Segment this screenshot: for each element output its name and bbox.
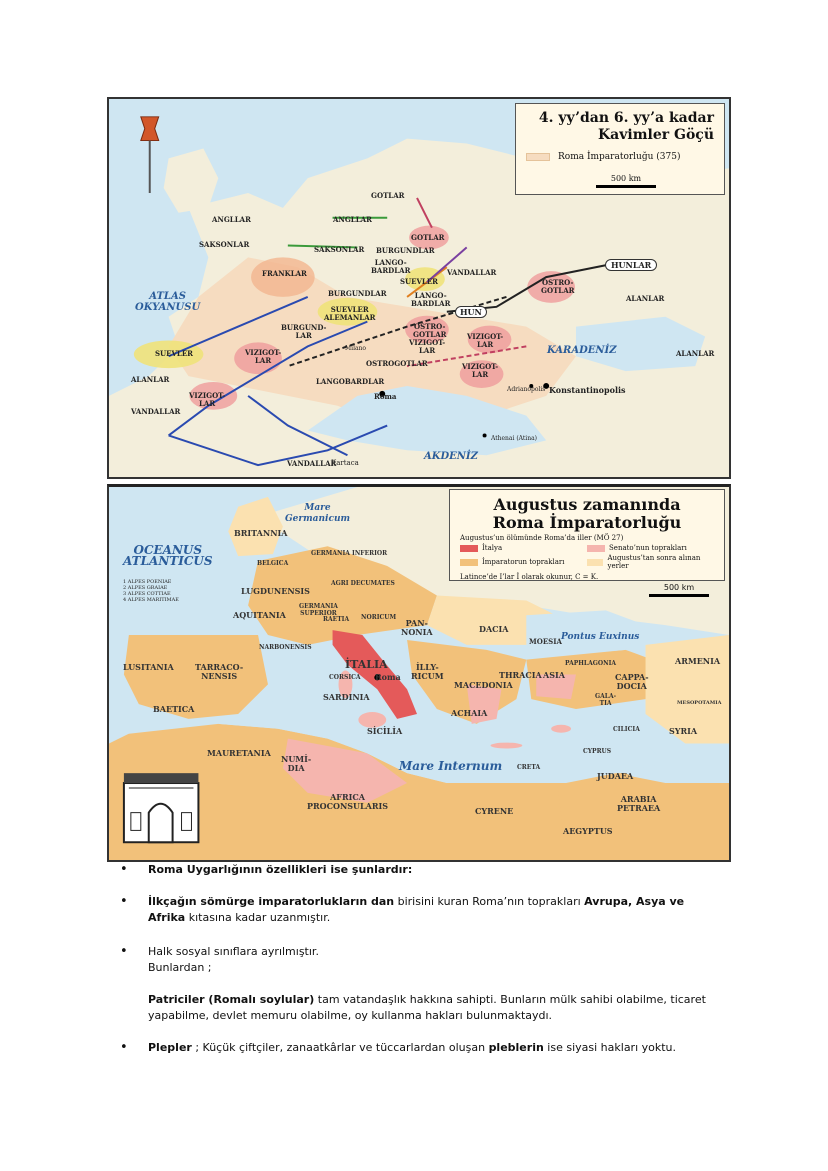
region-arabia: ARABIA PETRAEA [617,794,661,813]
label-vizigotlar-1: VIZIGOT- LAR [467,332,504,349]
region-baetica: BAETICA [153,704,195,714]
map2-scale-label: 500 km [663,583,695,592]
label-suevler-1: SUEVLER [400,277,439,286]
bullet-dot: • [120,1040,128,1055]
sea-oceanus: OCEANUS ATLANTICUS [123,543,213,568]
region-italia: İTALIA [345,658,388,671]
alpes-list: 1 ALPES POENIAE 2 ALPES GRAIAE 3 ALPES COTTIAE 4 ALPES MARITIMAE [123,579,179,603]
sea-karadeniz: KARADENİZ [547,345,617,356]
label-vizigotlar-3: VIZIGOT- LAR [245,348,282,365]
label-franklar: FRANKLAR [262,269,307,278]
region-paphlagonia: PAPHLAGONIA [565,660,617,667]
bullet-3-line-1: Halk sosyal sınıflara ayrılmıştır. [148,945,319,958]
map1-scale-bar [596,185,656,188]
map2-subtitle: Augustus’un ölümünde Roma’da iller (MÖ 27) [460,534,624,542]
region-tarraconensis: TARRACO- NENSIS [195,662,244,681]
label-atina: Athenai (Atina) [491,435,538,442]
region-mesopotamia: MESOPOTAMIA [677,700,722,706]
bullet-2-text-2: kıtasına kadar uzanmıştır. [185,911,331,924]
label-saksonlar-2: SAKSONLAR [314,245,365,254]
region-pannonia: PAN- NONIA [401,618,433,637]
sea-akdeniz: AKDENİZ [424,451,478,462]
legend-later: Augustus’tan sonra alınan yerler [587,554,714,570]
label-alanlar-3: ALANLAR [131,375,170,384]
map2-scale [649,583,709,597]
region-raetia: RAETIA [323,616,350,623]
region-cyprus: CYPRUS [583,748,612,755]
label-hunlar: HUNLAR [605,259,657,271]
bullet-dot: • [120,894,128,909]
region-cyrene: CYRENE [475,806,514,816]
region-moesia: MOESIA [529,637,562,646]
bullet-dot: • [120,862,128,877]
region-armenia: ARMENIA [675,656,721,666]
label-vizigotlar-2: VIZIGOT- LAR [409,338,446,355]
label-alanlar-1: ALANLAR [626,294,665,303]
region-noricum: NORICUM [361,614,397,621]
roman-empire-map [107,484,731,862]
label-langobardlar-2: LANGO- BARDLAR [411,291,451,308]
legend-emperor: İmparatorun toprakları [460,554,587,570]
label-alanlar-2: ALANLAR [676,349,715,358]
map1-legend [515,103,725,195]
city-roma: Roma [375,672,401,682]
region-asia: ASIA [543,670,565,680]
region-cappadocia: CAPPA- DOCIA [615,672,649,691]
region-dacia: DACIA [479,624,509,634]
sea-mare-germanicum: Mare Germanicum [285,503,351,524]
map1-scale [596,174,656,188]
label-adrianopolis: Adrianopolis [507,386,546,393]
region-belgica: BELGICA [257,560,289,567]
bullet-dot: • [120,944,128,959]
sea-pontus: Pontus Euxinus [561,632,640,642]
label-ostrogotlar-2: OSTRO- GOTLAR [413,322,447,339]
patricians-bold: Patriciler (Romalı soylular) [148,993,315,1006]
label-langobardlar-1: LANGO- BARDLAR [371,258,411,275]
region-macedonia: MACEDONIA [454,680,513,690]
region-creta: CRETA [517,764,541,771]
legend-senate: Senato’nun toprakları [587,544,714,552]
region-germania-superior: GERMANIA SUPERIOR [299,603,338,617]
region-sardinia: SARDINIA [323,692,370,702]
bullet-4-bold-2: pleblerin [488,1041,544,1054]
label-langobardlar-3: LANGOBARDLAR [316,377,385,386]
label-vandallar-2: VANDALLAR [131,407,181,416]
region-judaea: JUDAEA [597,771,634,781]
label-vizigotlar-4: VIZIGOT- LAR [462,362,499,379]
region-narbonensis: NARBONENSIS [259,644,312,651]
region-lusitania: LUSITANIA [123,662,174,672]
map2-title-line1: Augustus zamanında [493,495,681,514]
triumphal-arch-icon [124,773,199,842]
label-ostrogotlar-1: OSTRO- GOTLAR [541,278,575,295]
region-lugdunensis: LUGDUNENSIS [241,586,310,596]
label-burgundlar-3: BURGUND- LAR [281,323,327,340]
bullet-2-bold-2: Avrupa, Asya ve Afrika [148,895,685,924]
map2-note: Latince’de I’lar İ olarak okunur, C = K. [460,573,599,581]
bullet-3-line-2: Bunlardan ; [148,961,212,974]
region-syria: SYRIA [669,726,698,736]
region-thracia: THRACIA [499,670,542,680]
map1-legend-row [526,152,714,162]
map2-title-line2: Roma İmparatorluğu [492,513,682,532]
sea-atlas: ATLAS OKYANUSU [135,291,201,313]
sea-mare-internum: Mare Internum [399,759,503,773]
label-gotlar-north: GOTLAR [371,191,405,200]
bullet-1-text: Roma Uygarlığının özellikleri ise şunlardır: [148,863,413,876]
region-corsica: CORSICA [329,674,361,681]
region-germania-inferior: GERMANIA INFERIOR [311,550,388,557]
region-numidia: NUMİ- DIA [281,754,312,773]
region-galatia: GALA- TIA [595,693,617,707]
bullet-4-text-1: ; Küçük çiftçiler, zanaatkârlar ve tüccarlardan oluşan [191,1041,489,1054]
label-angllar-1: ANGLLAR [212,215,251,224]
label-suevler-alemanlar: SUEVLER ALEMANLAR [324,305,376,322]
label-vandallar-3: VANDALLAR [287,459,337,468]
label-gotlar-2: GOTLAR [411,233,445,242]
region-agri: AGRI DECUMATES [331,580,395,587]
region-illyricum: İLLY- RICUM [411,662,444,681]
region-aegyptus: AEGYPTUS [563,826,613,836]
bullet-4-text-2: ise siyasi hakları yoktu. [543,1041,677,1054]
label-konstantinopolis: Konstantinopolis [549,385,626,395]
map1-legend-label: Roma İmparatorluğu (375) [558,152,681,162]
region-achaia: ACHAIA [451,708,488,718]
label-milano: Milano [345,345,367,352]
region-aquitania: AQUITANIA [233,610,286,620]
label-burgundlar-1: BURGUNDLAR [376,246,435,255]
label-vizigotlar-5: VIZIGOT- LAR [189,391,226,408]
label-ostrogotlar-3: OSTROGOTLAR [366,359,428,368]
label-kartaca: Kartaca [331,459,359,467]
map2-scale-bar [649,594,709,597]
patricians-paragraph [148,992,718,1024]
migration-map [107,97,731,479]
label-angllar-2: ANGLLAR [333,215,372,224]
empire-swatch [526,153,550,161]
region-britannia: BRITANNIA [234,528,288,538]
map2-legend [449,489,725,581]
legend-italia: İtalya [460,544,587,552]
map1-title-line2: Kavimler Göçü [598,127,714,143]
map2-legend-grid [460,544,714,570]
label-hun: HUN [455,306,487,318]
bullet-4-bold-1: Plepler [148,1041,192,1054]
region-mauretania: MAURETANIA [207,748,271,758]
map1-title-line1: 4. yy’dan 6. yy’a kadar [538,110,714,126]
patricians-text: tam vatandaşlık hakkına sahipti. Bunların mülk sahibi olabilme, ticaret yapabilme, devlet memuru olabilme, oy kullanma hakları bulunmaktaydı. [148,993,706,1022]
bullet-2-text-1: birisini kuran Roma’nın toprakları [394,895,585,908]
region-sicilia: SİCİLİA [367,726,403,736]
region-africa: AFRICA PROCONSULARIS [307,792,389,811]
label-roma: Roma [374,392,397,401]
pushpin-icon [141,117,159,193]
bullet-2-bold-1: İlkçağın sömürge imparatorlukların dan [148,895,395,908]
label-vandallar-1: VANDALLAR [447,268,497,277]
label-burgundlar-2: BURGUNDLAR [328,289,387,298]
label-suevler-3: SUEVLER [155,349,194,358]
label-saksonlar-1: SAKSONLAR [199,240,250,249]
region-cilicia: CILICIA [613,726,640,733]
map1-scale-label: 500 km [610,174,642,183]
